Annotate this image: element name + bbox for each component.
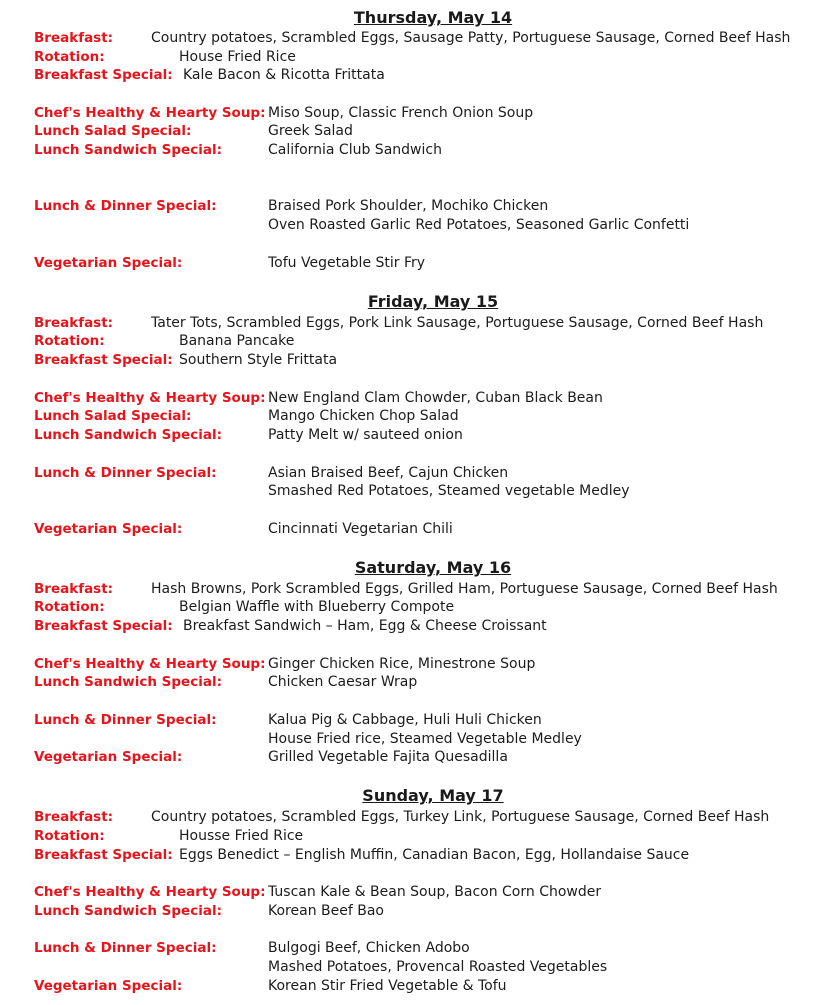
lunch-salad-item: Mango Chicken Chop Salad [268,408,459,424]
vegetarian-label: Vegetarian Special: [34,978,183,994]
lunch-dinner-items: Bulgogi Beef, Chicken Adobo [268,940,470,956]
lunch-salad-label: Lunch Salad Special: [34,408,192,424]
vegetarian-label: Vegetarian Special: [34,749,183,765]
breakfast-special-item: Breakfast Sandwich – Ham, Egg & Cheese Croissant [183,618,547,634]
lunch-sandwich-label: Lunch Sandwich Special: [34,674,222,690]
rotation-item: House Fried Rice [179,49,296,65]
lunch-sandwich-item: California Club Sandwich [268,142,442,158]
lunch-dinner-label: Lunch & Dinner Special: [34,198,217,214]
breakfast-special-label: Breakfast Special: [34,847,173,863]
breakfast-label: Breakfast: [34,809,114,825]
vegetarian-item: Tofu Vegetable Stir Fry [268,255,426,271]
day-heading-thursday: Thursday, May 14 [353,8,513,27]
lunch-sandwich-item: Chicken Caesar Wrap [268,674,418,690]
vegetarian-label: Vegetarian Special: [34,521,183,537]
vegetarian-item: Korean Stir Fried Vegetable & Tofu [268,978,507,994]
rotation-item: Housse Fried Rice [179,828,304,844]
lunch-dinner-label: Lunch & Dinner Special: [34,465,217,481]
day-heading-saturday: Saturday, May 16 [354,558,512,577]
vegetarian-item: Grilled Vegetable Fajita Quesadilla [268,749,508,765]
breakfast-items: Tater Tots, Scrambled Eggs, Pork Link Sausage, Portuguese Sausage, Corned Beef Hash [151,315,764,331]
breakfast-special-item: Southern Style Frittata [179,352,338,368]
soup-label: Chef's Healthy & Hearty Soup: [34,105,266,121]
rotation-item: Banana Pancake [179,333,295,349]
breakfast-label: Breakfast: [34,315,114,331]
day-heading-sunday: Sunday, May 17 [362,786,504,805]
breakfast-items: Country potatoes, Scrambled Eggs, Sausage Patty, Portuguese Sausage, Corned Beef Hash [151,30,791,46]
soup-items: Miso Soup, Classic French Onion Soup [268,105,534,121]
lunch-dinner-items: Braised Pork Shoulder, Mochiko Chicken [268,198,549,214]
vegetarian-label: Vegetarian Special: [34,255,183,271]
breakfast-special-label: Breakfast Special: [34,352,173,368]
breakfast-special-item: Eggs Benedict – English Muffin, Canadian Bacon, Egg, Hollandaise Sauce [179,847,690,863]
lunch-sandwich-label: Lunch Sandwich Special: [34,142,222,158]
soup-items: Ginger Chicken Rice, Minestrone Soup [268,656,536,672]
breakfast-label: Breakfast: [34,581,114,597]
soup-items: New England Clam Chowder, Cuban Black Bean [268,390,603,406]
breakfast-special-label: Breakfast Special: [34,618,173,634]
breakfast-label: Breakfast: [34,30,114,46]
soup-label: Chef's Healthy & Hearty Soup: [34,390,266,406]
lunch-dinner-sides: Oven Roasted Garlic Red Potatoes, Seasoned Garlic Confetti [268,217,690,233]
breakfast-special-item: Kale Bacon & Ricotta Frittata [183,67,385,83]
lunch-dinner-sides: House Fried rice, Steamed Vegetable Medley [268,731,582,747]
rotation-item: Belgian Waffle with Blueberry Compote [179,599,455,615]
lunch-dinner-label: Lunch & Dinner Special: [34,940,217,956]
lunch-dinner-label: Lunch & Dinner Special: [34,712,217,728]
soup-items: Tuscan Kale & Bean Soup, Bacon Corn Chowder [268,884,602,900]
soup-label: Chef's Healthy & Hearty Soup: [34,656,266,672]
breakfast-items: Hash Browns, Pork Scrambled Eggs, Grilled Ham, Portuguese Sausage, Corned Beef Hash [151,581,778,597]
rotation-label: Rotation: [34,599,105,615]
lunch-salad-item: Greek Salad [268,123,353,139]
lunch-dinner-items: Kalua Pig & Cabbage, Huli Huli Chicken [268,712,542,728]
day-heading-friday: Friday, May 15 [367,292,499,311]
breakfast-items: Country potatoes, Scrambled Eggs, Turkey Link, Portuguese Sausage, Corned Beef Hash [151,809,770,825]
lunch-sandwich-label: Lunch Sandwich Special: [34,427,222,443]
lunch-sandwich-item: Patty Melt w/ sauteed onion [268,427,463,443]
soup-label: Chef's Healthy & Hearty Soup: [34,884,266,900]
rotation-label: Rotation: [34,333,105,349]
rotation-label: Rotation: [34,828,105,844]
breakfast-special-label: Breakfast Special: [34,67,173,83]
lunch-dinner-items: Asian Braised Beef, Cajun Chicken [268,465,509,481]
vegetarian-item: Cincinnati Vegetarian Chili [268,521,453,537]
rotation-label: Rotation: [34,49,105,65]
lunch-dinner-sides: Smashed Red Potatoes, Steamed vegetable Medley [268,483,630,499]
lunch-dinner-sides: Mashed Potatoes, Provencal Roasted Vegetables [268,959,608,975]
lunch-salad-label: Lunch Salad Special: [34,123,192,139]
lunch-sandwich-label: Lunch Sandwich Special: [34,903,222,919]
lunch-sandwich-item: Korean Beef Bao [268,903,384,919]
